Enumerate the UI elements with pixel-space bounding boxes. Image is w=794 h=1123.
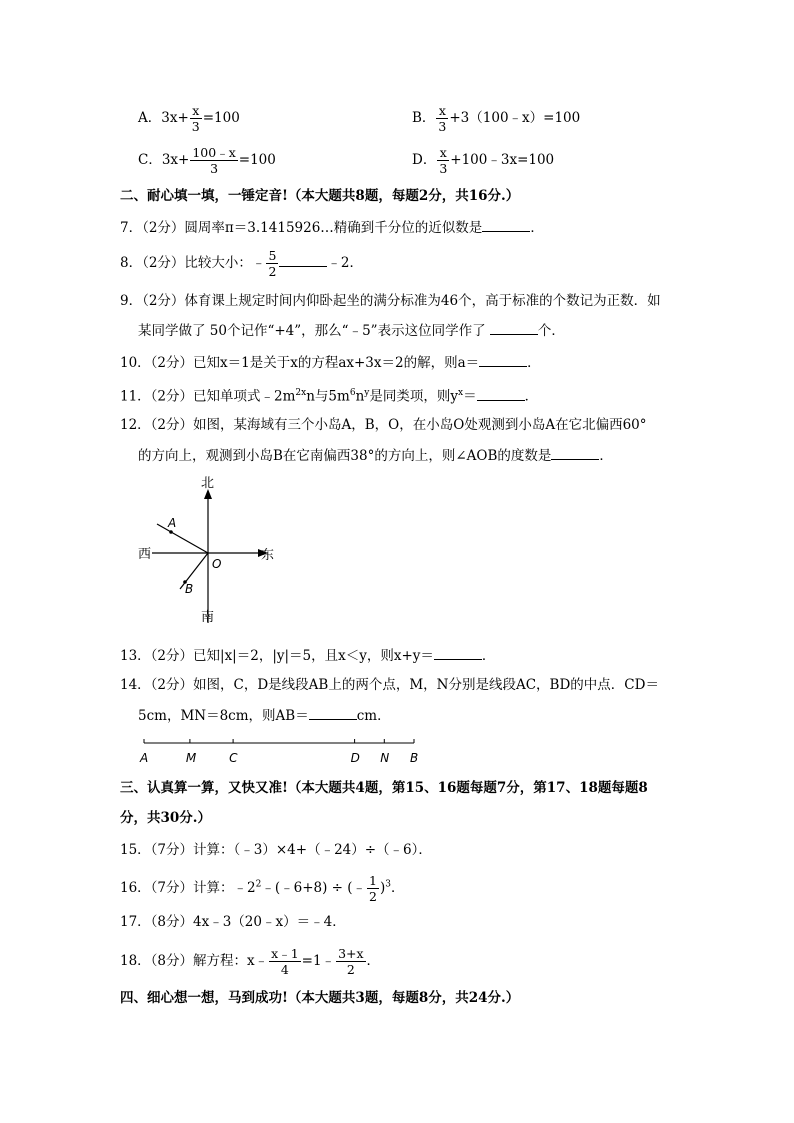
option-a: A．3x+ $\frac{x}{3}$ =100 <box>138 103 240 134</box>
answer-blank <box>482 217 530 232</box>
question-10: 10．（2分）已知x＝1是关于x的方程ax+3x＝2的解，则a＝ ． <box>120 352 541 373</box>
answer-blank <box>490 320 538 335</box>
answer-blank <box>279 252 327 267</box>
fraction: $\frac{x}{3}$ <box>439 145 448 176</box>
question-9-line1: 9．（2分）体育课上规定时间内仰卧起坐的满分标准为46个，高于标准的个数记为正数．如 <box>120 293 661 309</box>
compass-diagram <box>130 475 290 635</box>
fraction: $\frac{x}{3}$ <box>191 103 200 134</box>
answer-blank <box>479 352 527 367</box>
fraction: $\frac{x}{3}$ <box>438 103 447 134</box>
answer-blank <box>309 705 357 720</box>
question-11: 11．（2分）已知单项式$﹣2m^{2x}n$与$5m^6n^y$是同类项，则$y^x=$ ． <box>120 383 538 407</box>
fraction: $\frac{x﹣1}{4}$ <box>271 946 299 977</box>
section-4-heading: 四、细心想一想，马到成功!（本大题共3题，每题8分，共24分.） <box>120 990 520 1006</box>
question-17: 17．（8分）4x﹣3（20﹣x）＝﹣4． <box>120 914 346 930</box>
label-a: A <box>168 516 177 530</box>
option-d: D． $\frac{x}{3}$ +100﹣3x=100 <box>412 145 555 176</box>
option-b: B． $\frac{x}{3}$ +3（100﹣x）=100 <box>412 103 581 134</box>
fraction: $\frac{1}{2}$ <box>369 873 377 904</box>
question-16: 16．（7分）计算：$﹣2^2﹣(﹣6+8)$ ÷ (﹣ $\frac{1}{2}$ )$^3$． <box>120 873 405 904</box>
section-3-heading-line1: 三、认真算一算，又快又准!（本大题共4题，第15、16题每题7分，第17、18题每题8 <box>120 780 648 796</box>
answer-blank <box>434 645 482 660</box>
fraction: $\frac{3+x}{2}$ <box>338 946 364 977</box>
question-12-line1: 12．（2分）如图，某海域有三个小岛A，B，O，在小岛O处观测到小岛A在它北偏西60° <box>120 417 647 433</box>
question-8: 8．（2分）比较大小：﹣ $\frac{5}{2}$ ﹣2． <box>120 248 363 279</box>
segment-label-c: C <box>229 751 238 765</box>
option-c: C．3x+ $\frac{100﹣x}{3}$ =100 <box>138 145 276 176</box>
answer-blank <box>551 445 599 460</box>
question-12-line2: 的方向上，观测到小岛B在它南偏西38°的方向上，则∠AOB的度数是 ． <box>138 445 613 466</box>
question-14-line2: 5cm，MN＝8cm，则AB＝ cm． <box>138 705 391 726</box>
question-18: 18．（8分）解方程：x﹣ $\frac{x﹣1}{4}$ =1﹣ $\frac{3+x}{2}$ ． <box>120 946 381 977</box>
label-east: 东 <box>261 548 275 563</box>
label-south: 南 <box>201 610 215 625</box>
question-15: 15．（7分）计算：（﹣3）×4+（﹣24）÷（﹣6）． <box>120 842 432 858</box>
segment-label-b: B <box>410 751 419 765</box>
segment-label-m: M <box>185 751 197 765</box>
question-7: 7．（2分）圆周率π＝3.1415926…精确到千分位的近似数是 ． <box>120 217 544 238</box>
label-o: O <box>212 557 222 571</box>
label-west: 西 <box>138 547 152 562</box>
segment-label-d: D <box>350 751 360 765</box>
fraction: $\frac{100﹣x}{3}$ <box>192 145 236 176</box>
section-2-heading: 二、耐心填一填，一锤定音!（本大题共8题，每题2分，共16分.） <box>120 188 520 204</box>
question-13: 13．（2分）已知|x|＝2，|y|＝5，且x＜y，则x+y＝ ． <box>120 645 495 666</box>
question-14-line1: 14．（2分）如图，C，D是线段AB上的两个点，M，N分别是线段AC，BD的中点．CD＝ <box>120 677 659 693</box>
segment-label-a: A <box>140 751 149 765</box>
fraction: $\frac{5}{2}$ <box>268 248 277 279</box>
segment-label-n: N <box>380 751 390 765</box>
section-3-heading-line2: 分，共30分.） <box>120 810 211 826</box>
label-b: B <box>185 582 194 596</box>
answer-blank <box>477 386 525 401</box>
segment-diagram <box>138 735 428 767</box>
question-9-line2: 某同学做了 50个记作“+4”，那么“﹣5”表示这位同学作了 个． <box>138 320 565 341</box>
label-north: 北 <box>201 476 215 491</box>
